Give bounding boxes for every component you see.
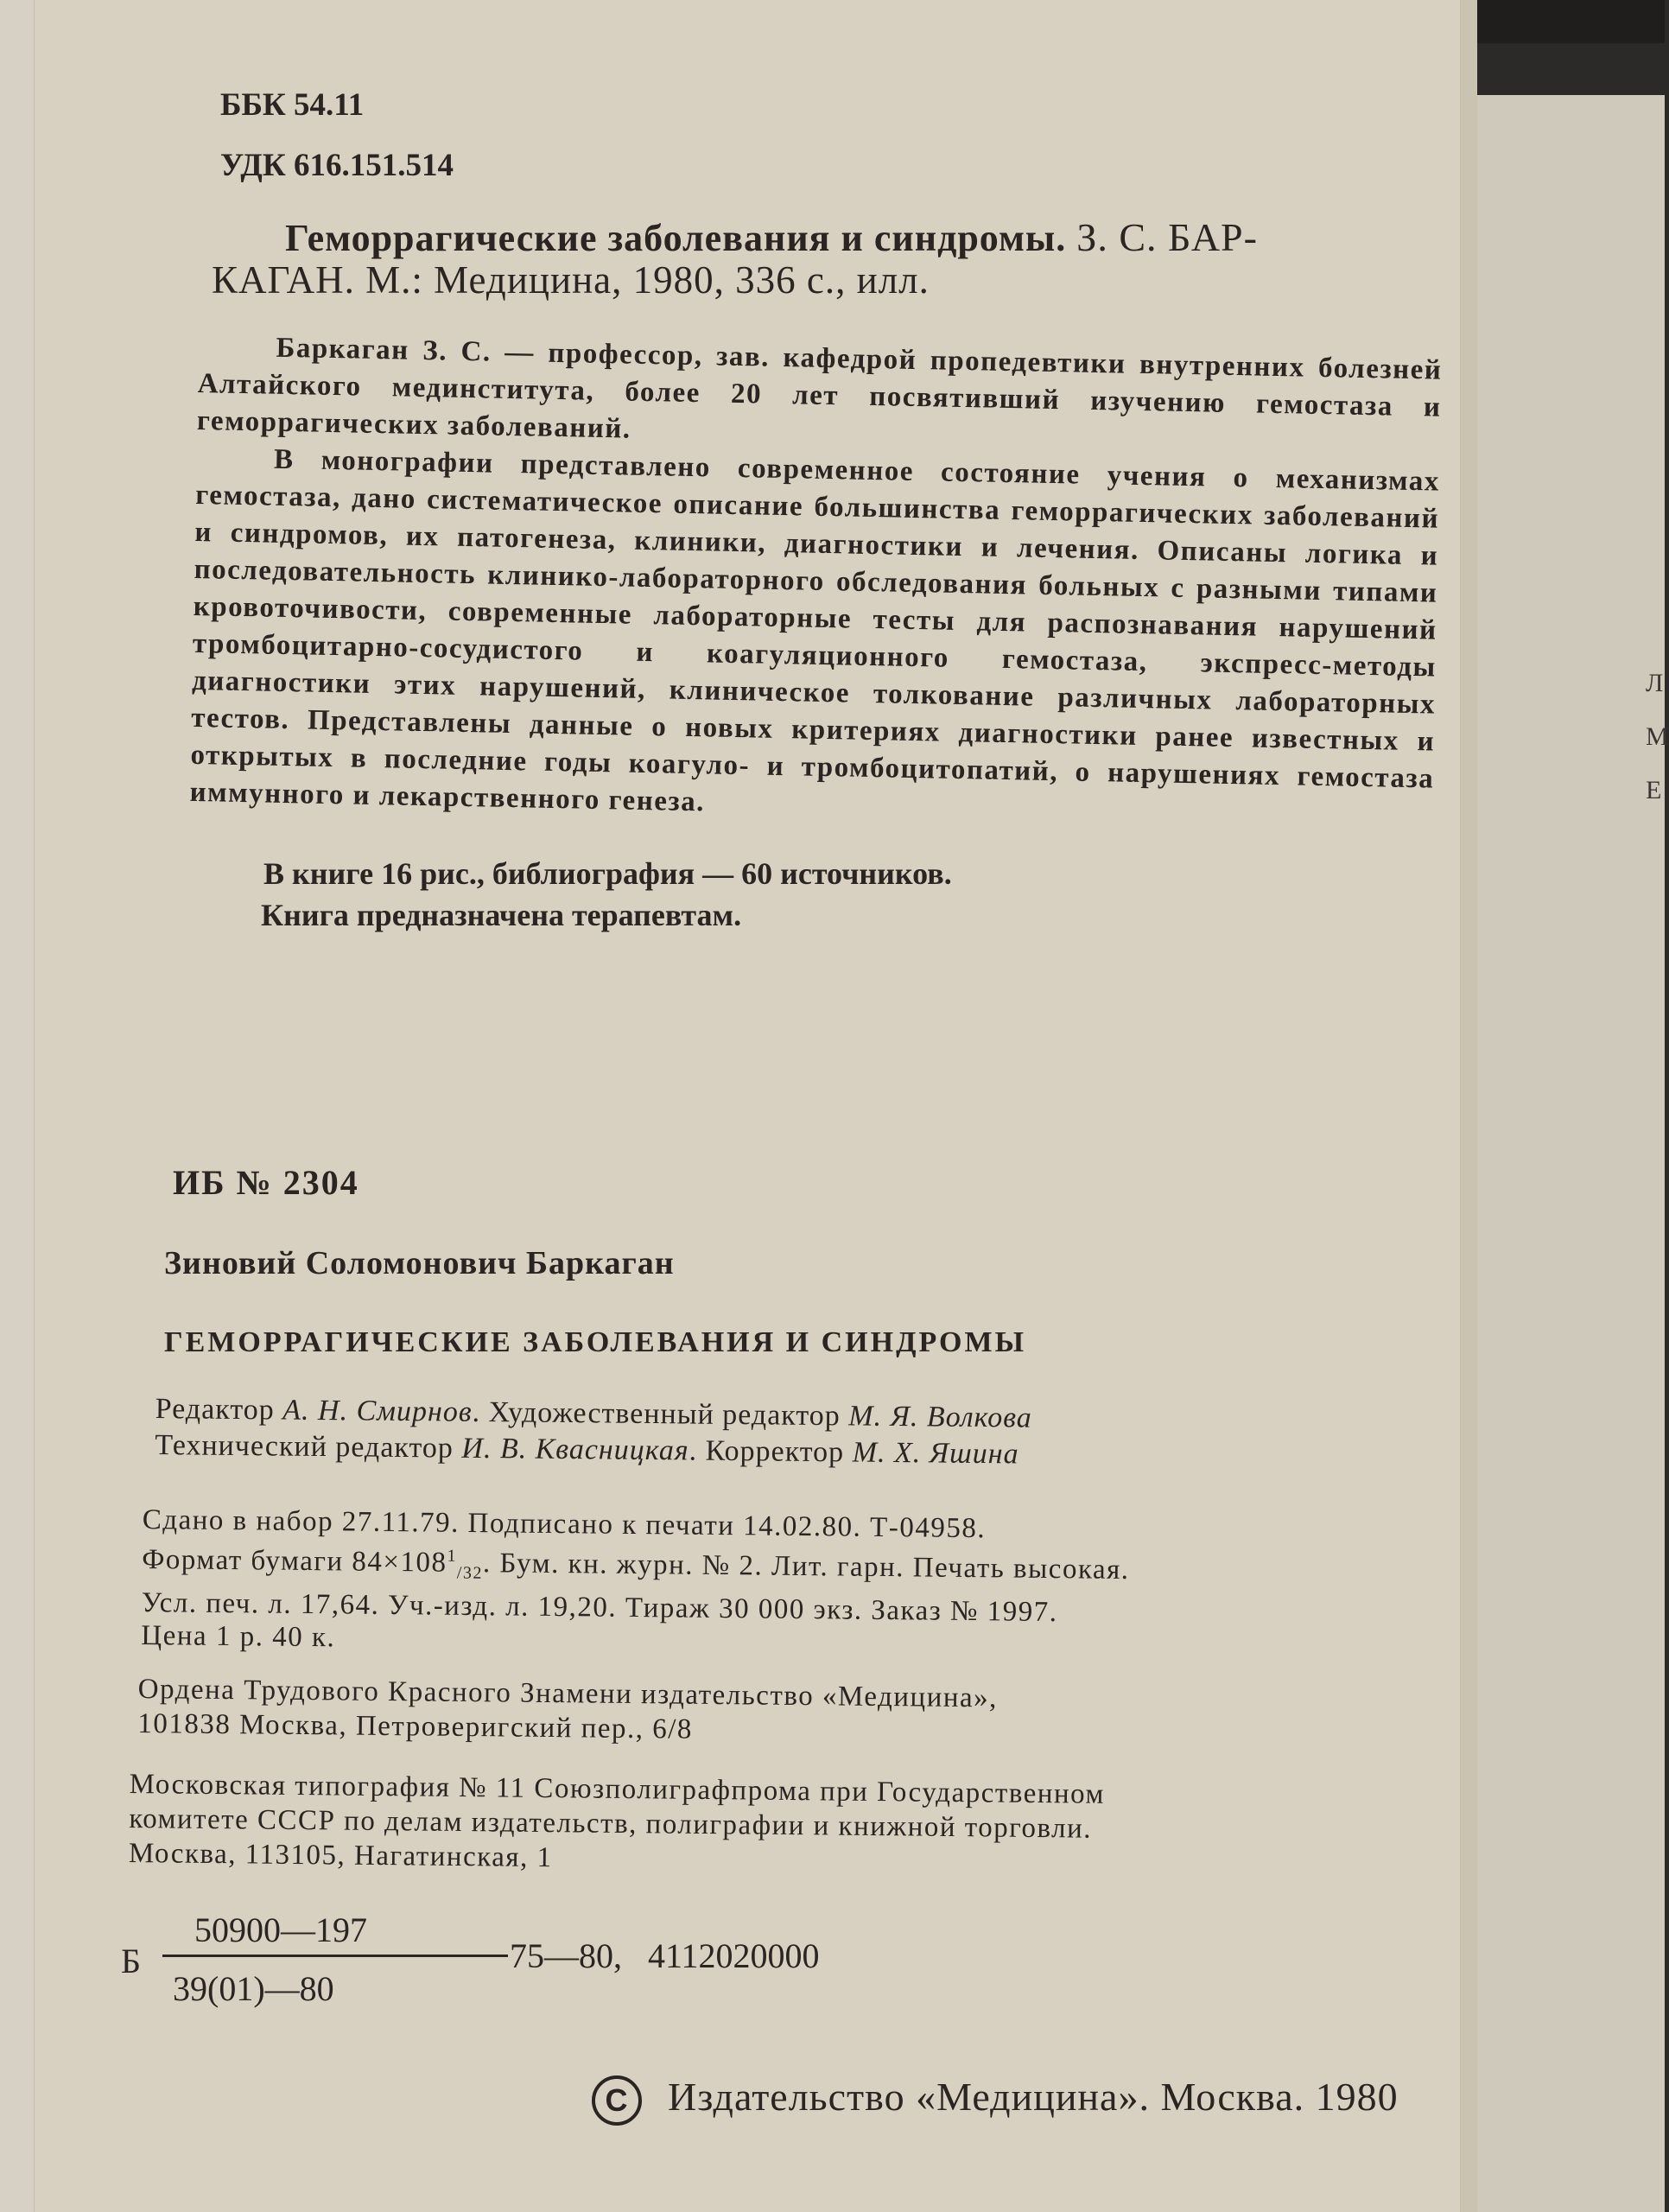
tech-editor-name: И. В. Квасницкая (461, 1432, 689, 1467)
abstract-description: В монографии представлено современное состояние учения о механизмах гемостаза, дано систематическое описание большинства геморрагических заболеваний и синдромов, их патогенеза, клиники, диагностики и лечения. Описаны логика и последовательность клинико-лабораторного обследования больных с разными типами кровоточивости, современные лабораторные тесты для распознавания нарушений тромбоцитарно-сосудистого и коагуляционного гемостаза, экспресс-методы диагностики этих нарушений, клиническое толкование различных лабораторных тестов. Представлены данные о новых критериях диагностики ранее известных и открытых в последние годы коагуло- и тромбоцитопатий, о нарушениях гемостаза иммунного и лекарственного генеза. (189, 443, 1441, 818)
abstract-figures-note: В книге 16 рис., библиография — 60 источников. (263, 856, 952, 891)
copyright-icon: C (592, 2075, 642, 2126)
code-letter: Б (121, 1942, 141, 1980)
ib-number: ИБ № 2304 (173, 1163, 359, 1202)
art-editor-label: . Художественный редактор (472, 1395, 849, 1433)
next-page (1469, 95, 1665, 2212)
art-editor-name: М. Я. Волкова (848, 1400, 1033, 1434)
next-page-edge-text (1646, 657, 1669, 817)
code-numerator: 50900—197 (194, 1910, 367, 1949)
printer-address: Москва, 113105, Нагатинская, 1 (128, 1837, 553, 1874)
editor-label: Редактор (155, 1392, 283, 1427)
technical-info (141, 1503, 1130, 1662)
code-number: 4112020000 (648, 1936, 820, 1975)
citation-line-1 (285, 214, 1258, 260)
price-line: Цена 1 р. 40 к. (141, 1619, 336, 1653)
copyright-line (592, 2074, 1399, 2126)
author-full-name: Зиновий Соломонович Баркаган (164, 1245, 675, 1281)
publisher-info (137, 1672, 998, 1750)
publisher-address: 101838 Москва, Петроверигский пер., 6/8 (137, 1707, 694, 1745)
proofreader-label: . Корректор (689, 1434, 853, 1469)
next-page-glyph: Л (1646, 669, 1664, 697)
printer-line: комитете СССР по делам издательств, полиграфии и книжной торговли. (129, 1802, 1093, 1845)
publisher-line: Ордена Трудового Красного Знамени издательство «Медицина», (137, 1673, 999, 1714)
fraction-line (162, 1955, 508, 1957)
next-page-glyph: М (1646, 722, 1669, 751)
code-denominator: 39(01)—80 (173, 1969, 334, 2008)
abstract-audience-note: Книга предназначена терапевтам. (261, 898, 742, 932)
paper-type: . Бум. кн. журн. № 2. Лит. гарн. Печать высокая. (482, 1548, 1130, 1586)
printer-info (129, 1767, 1105, 1881)
tech-editor-label: Технический редактор (155, 1428, 462, 1465)
paper-format: Формат бумаги 84×108 (142, 1543, 447, 1579)
editors-block (155, 1391, 1032, 1473)
abstract-author-bio: Баркаган З. С. — профессор, зав. кафедрой пропедевтики внутренних болезней Алтайского мединститута, более 20 лет посвятивший изучению гемостаза и геморрагических заболеваний. (196, 332, 1443, 445)
bbk-code: ББК 54.11 (220, 87, 365, 123)
copyright-text: Издательство «Медицина». Москва. 1980 (668, 2075, 1399, 2119)
tech-line: Сдано в набор 27.11.79. Подписано к печати 14.02.80. Т-04958. (142, 1504, 987, 1545)
format-sub: /32 (456, 1563, 484, 1583)
proofreader-name: М. Х. Яшина (852, 1436, 1019, 1471)
citation-title: Геморрагические заболевания и синдромы. (285, 217, 1067, 259)
book-title: ГЕМОРРАГИЧЕСКИЕ ЗАБОЛЕВАНИЯ И СИНДРОМЫ (164, 1326, 1026, 1358)
printer-line: Московская типография № 11 Союзполиграфпрома при Государственном (129, 1768, 1106, 1810)
book-page (35, 0, 1460, 2212)
udk-code: УДК 616.151.514 (220, 148, 454, 183)
tech-line: Усл. печ. л. 17,64. Уч.-изд. л. 19,20. Тираж 30 000 экз. Заказ № 1997. (141, 1586, 1058, 1628)
abstract (189, 328, 1442, 836)
editor-name: А. Н. Смирнов (282, 1394, 473, 1428)
format-sup: 1 (447, 1546, 458, 1566)
next-page-glyph: Е (1646, 776, 1662, 804)
citation-author-start: З. С. БАР- (1076, 215, 1258, 259)
citation-line-2: КАГАН. М.: Медицина, 1980, 336 с., илл. (212, 258, 930, 302)
code-rest: 75—80, (510, 1936, 622, 1975)
